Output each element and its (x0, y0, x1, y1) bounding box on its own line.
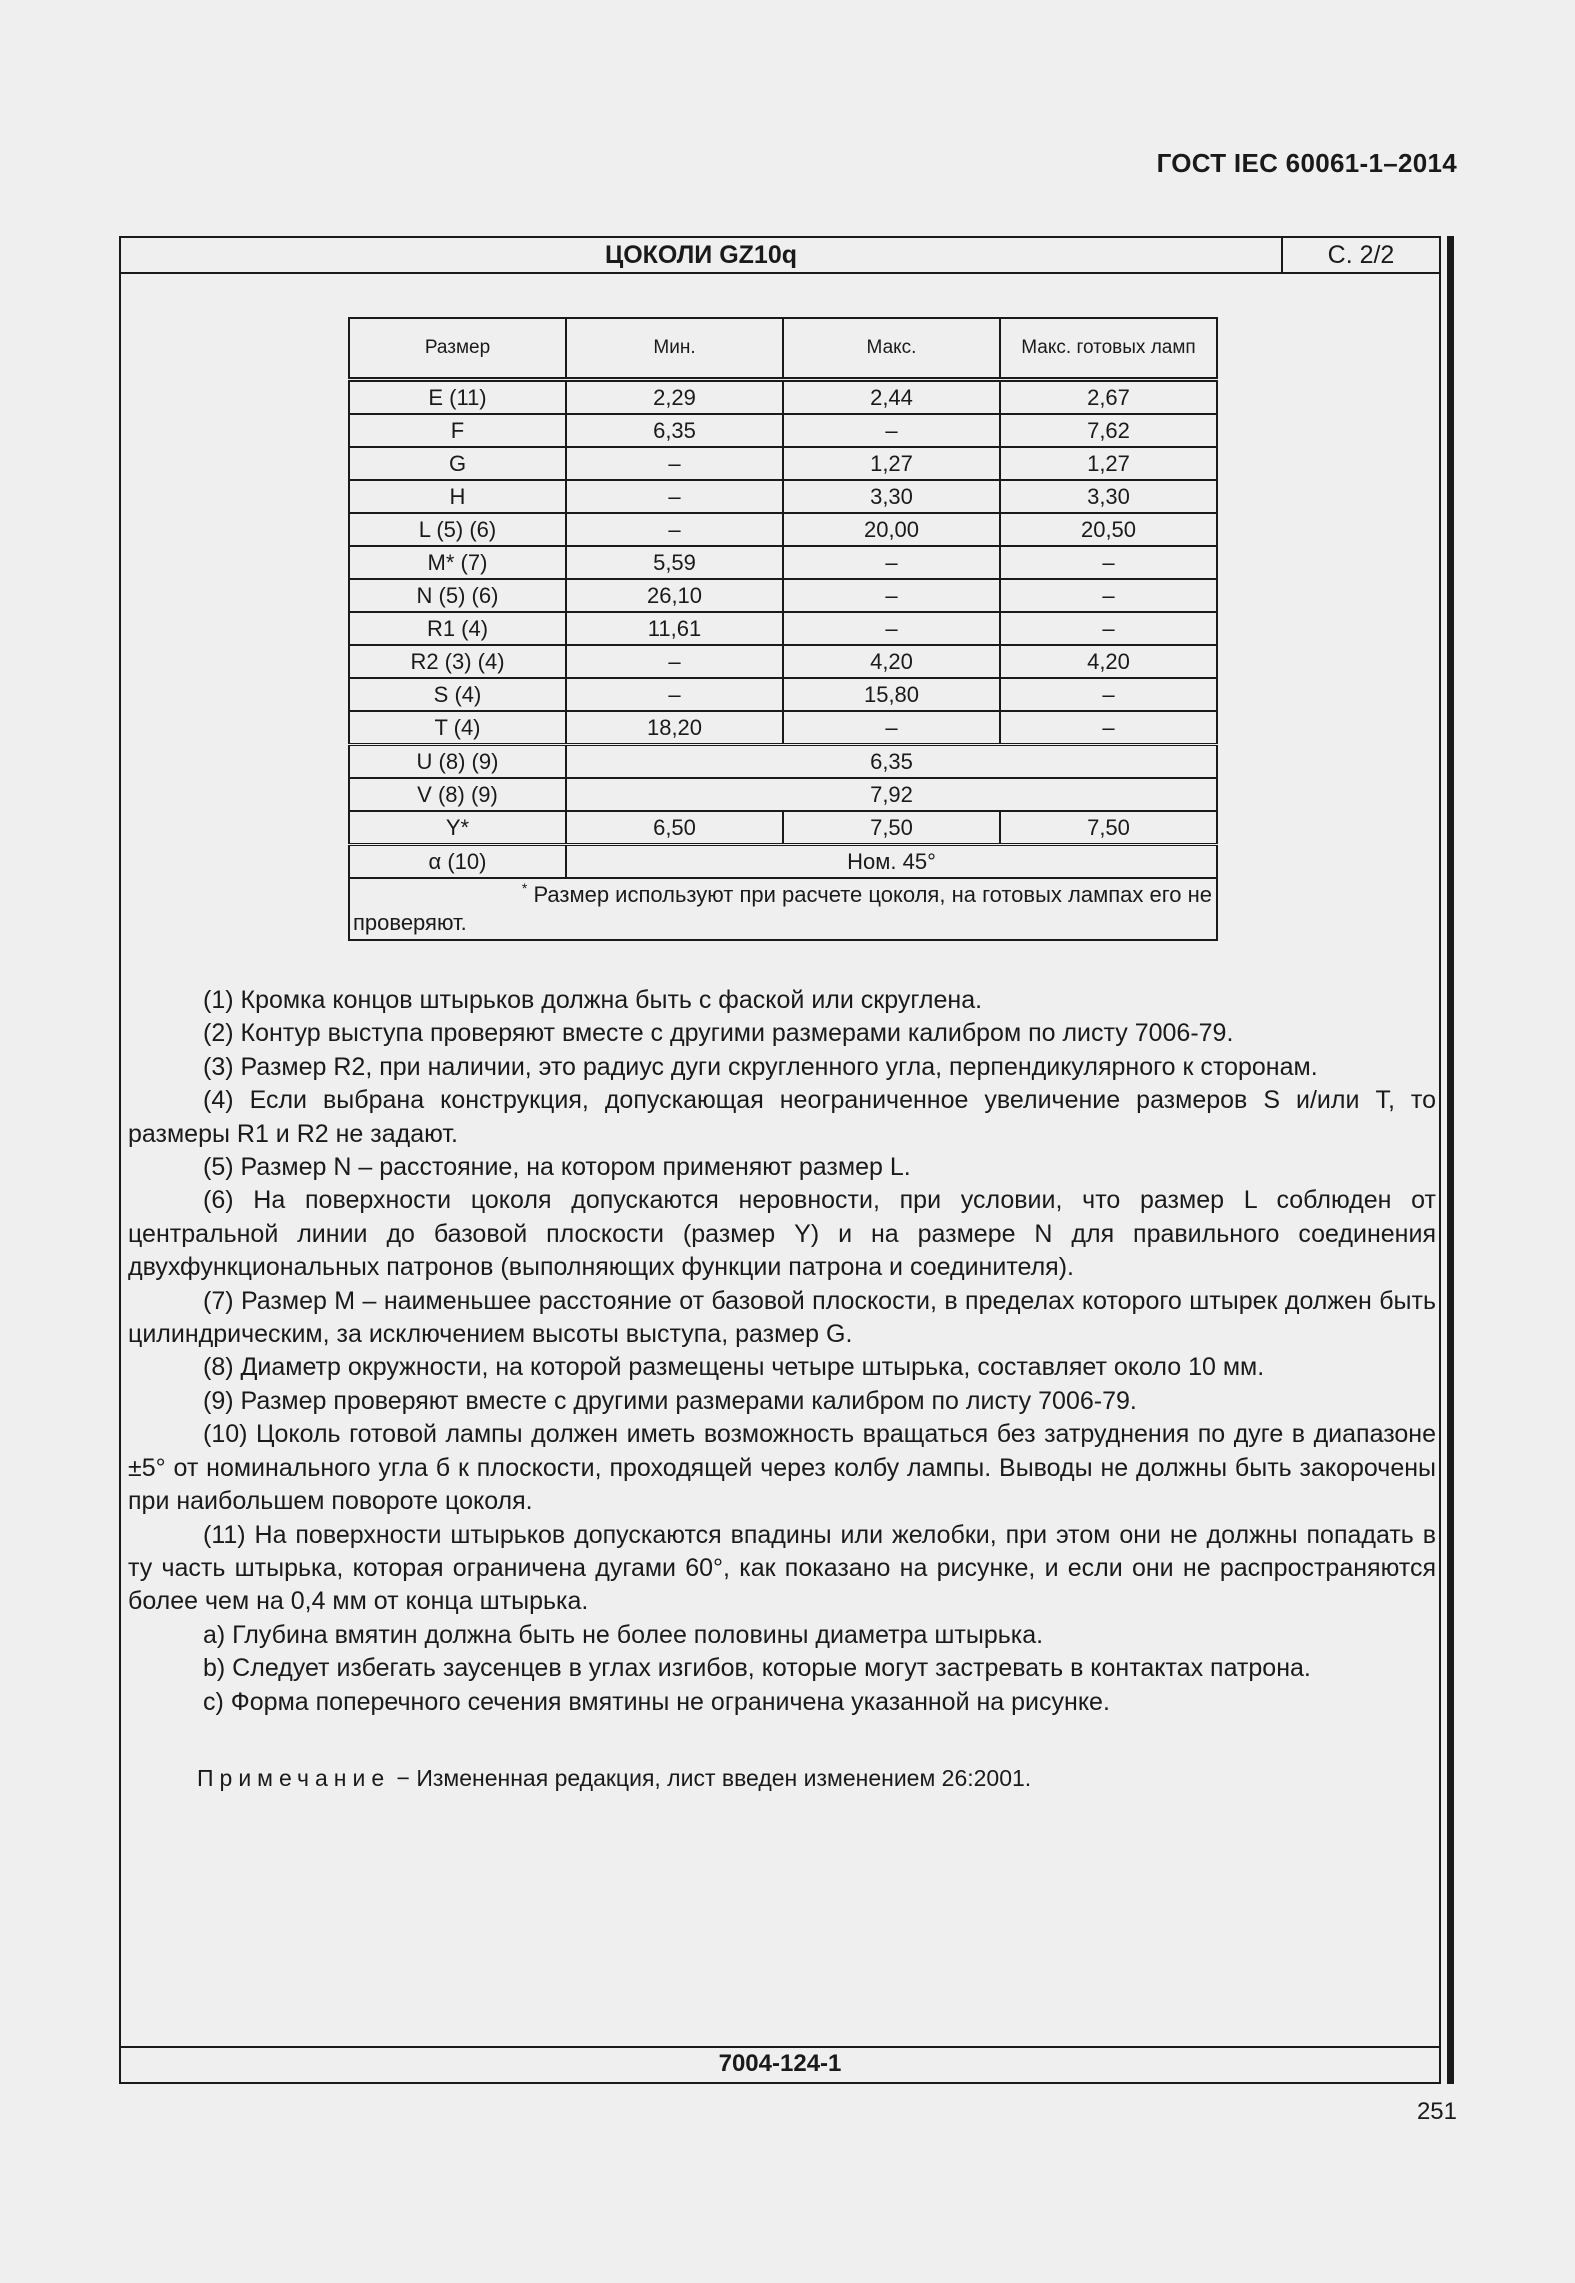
table-cell: H (349, 480, 566, 513)
table-row (349, 645, 1217, 678)
table-row (349, 612, 1217, 645)
table-cell: – (1000, 711, 1217, 745)
note-subitem: b) Следует избегать заусенцев в углах изгибов, которые могут застревать в контактах патрона. (203, 1654, 1311, 1683)
table-cell: – (1000, 579, 1217, 612)
sheet-title: ЦОКОЛИ GZ10q (121, 238, 1283, 272)
table-body (349, 380, 1217, 941)
table-cell: – (566, 678, 783, 711)
table-cell: 20,00 (783, 513, 1000, 546)
note-paragraph: (1) Кромка концов штырьков должна быть с фаской или скруглена. (203, 986, 983, 1014)
table-cell: – (1000, 678, 1217, 711)
table-cell: – (783, 579, 1000, 612)
note-paragraph: (10) Цоколь готовой лампы должен иметь возможность вращаться без затруднения по дуге в диапазоне ±5° от номинального угла б к плоскости, проходящей через колбу лампы. Выводы не должны быть закорочены при наибольшем повороте цоколя. (128, 1420, 1436, 1516)
table-cell: T (4) (349, 711, 566, 745)
note-paragraph: (5) Размер N – расстояние, на котором применяют размер L. (203, 1153, 911, 1182)
table-cell: – (566, 645, 783, 678)
note-paragraph: (6) На поверхности цоколя допускаются неровности, при условии, что размер L соблюден от центральной линии до базовой плоскости (размер Y) и на размере N для правильного соединения двухфункциональных патронов (выполняющих функции патрона и соединителя). (128, 1186, 1436, 1282)
table-cell: – (783, 414, 1000, 447)
table-row-u (349, 745, 1217, 779)
document-standard-header: ГОСТ IEC 60061-1–2014 (1156, 148, 1457, 178)
page-number: 251 (1416, 2098, 1457, 2125)
footnote-line-2: проверяют. (353, 910, 467, 935)
table-row (349, 447, 1217, 480)
table-row (349, 711, 1217, 745)
table-row (349, 513, 1217, 546)
note-paragraph: (2) Контур выступа проверяют вместе с другими размерами калибром по листу 7006-79. (203, 1019, 1234, 1048)
table-row (349, 546, 1217, 579)
column-header-size: Размер (349, 318, 566, 380)
table-cell: R1 (4) (349, 612, 566, 645)
table-cell: N (5) (6) (349, 579, 566, 612)
note-paragraph: (9) Размер проверяют вместе с другими размерами калибром по листу 7006-79. (203, 1386, 1137, 1415)
table-cell: 4,20 (1000, 645, 1217, 678)
table-row (349, 579, 1217, 612)
remark-text: − Измененная редакция, лист введен изменением 26:2001. (390, 1765, 1032, 1791)
table-row (349, 678, 1217, 711)
footnote-line-1: Размер используют при расчете цоколя, на готовых лампах его не (533, 882, 1212, 907)
table-cell: – (566, 480, 783, 513)
note-paragraph: (7) Размер M – наименьшее расстояние от базовой плоскости, в пределах которого штырек должен быть цилиндрическим, за исключением высоты выступа, размер G. (128, 1286, 1436, 1349)
table-cell: 18,20 (566, 711, 783, 745)
note-paragraph: (11) На поверхности штырьков допускаются впадины или желобки, при этом они не должны попадать в ту часть штырька, которая ограничена дугами 60°, как показано на рисунке, и если они не распространяются более чем на 0,4 мм от конца штырька. (128, 1520, 1436, 1616)
column-header-max: Макс. (783, 318, 1000, 380)
table-cell: F (349, 414, 566, 447)
table-cell: 7,50 (1000, 811, 1217, 845)
note-paragraph: (3) Размер R2, при наличии, это радиус дуги скругленного угла, перпендикулярного к сторонам. (203, 1052, 1318, 1081)
remark (197, 1765, 1031, 1792)
table-cell: 15,80 (783, 678, 1000, 711)
table-cell: L (5) (6) (349, 513, 566, 546)
table-row (349, 380, 1217, 415)
table-cell: G (349, 447, 566, 480)
table-cell: 26,10 (566, 579, 783, 612)
table-cell: 7,62 (1000, 414, 1217, 447)
table-cell: Y* (349, 811, 566, 845)
table-cell: 3,30 (783, 480, 1000, 513)
table-cell: – (1000, 546, 1217, 579)
notes-body (128, 984, 1436, 1719)
table-cell: V (8) (9) (349, 778, 566, 811)
table-cell: – (783, 612, 1000, 645)
note-subitem: a) Глубина вмятин должна быть не более половины диаметра штырька. (203, 1620, 1044, 1649)
table-cell: R2 (3) (4) (349, 645, 566, 678)
table-cell: – (1000, 612, 1217, 645)
table-cell: 6,35 (566, 414, 783, 447)
table-cell: U (8) (9) (349, 745, 566, 779)
sheet-page-indicator: С. 2/2 (1327, 241, 1395, 269)
column-header-min: Мин. (566, 318, 783, 380)
table-cell: 3,30 (1000, 480, 1217, 513)
table-cell: – (783, 546, 1000, 579)
table-cell: 1,27 (783, 447, 1000, 480)
table-cell: – (783, 711, 1000, 745)
table-cell: – (566, 513, 783, 546)
table-cell: 2,44 (783, 380, 1000, 415)
table-cell: M* (7) (349, 546, 566, 579)
table-row-y (349, 811, 1217, 845)
table-cell: 2,29 (566, 380, 783, 415)
table-cell: S (4) (349, 678, 566, 711)
table-row-alpha (349, 845, 1217, 879)
sheet-number: 7004-124-1 (121, 2046, 1439, 2082)
note-subitem: c) Форма поперечного сечения вмятины не ограничена указанной на рисунке. (203, 1687, 1110, 1716)
table-cell: 6,35 (566, 745, 1217, 779)
table-cell: 4,20 (783, 645, 1000, 678)
table-cell: 6,50 (566, 811, 783, 845)
table-cell: 5,59 (566, 546, 783, 579)
table-cell: – (566, 447, 783, 480)
table-cell: 7,50 (783, 811, 1000, 845)
table-row (349, 480, 1217, 513)
table-cell: α (10) (349, 845, 566, 879)
sheet-frame-thick-edge (1447, 236, 1454, 2084)
table-cell: 20,50 (1000, 513, 1217, 546)
table-cell: 11,61 (566, 612, 783, 645)
note-paragraph: (8) Диаметр окружности, на которой размещены четыре штырька, составляет около 10 мм. (203, 1353, 1265, 1382)
dimensions-table (348, 317, 1218, 941)
table-header-row (349, 318, 1217, 380)
sheet-frame (119, 236, 1441, 2084)
table-cell: 2,67 (1000, 380, 1217, 415)
table-cell: 7,92 (566, 778, 1217, 811)
remark-label: Примечание (197, 1765, 391, 1791)
sheet-header (121, 238, 1439, 274)
table-row-v (349, 778, 1217, 811)
table-footnote (349, 878, 1217, 940)
table-cell: E (11) (349, 380, 566, 415)
column-header-max-finished: Макс. готовых ламп (1000, 318, 1217, 380)
table-cell: 1,27 (1000, 447, 1217, 480)
footnote-mark: * (521, 880, 528, 896)
table-footnote-row (349, 878, 1217, 940)
table-cell: Ном. 45° (566, 845, 1217, 879)
note-paragraph: (4) Если выбрана конструкция, допускающая неограниченное увеличение размеров S и/или T, то размеры R1 и R2 не задают. (128, 1086, 1436, 1148)
table-row (349, 414, 1217, 447)
